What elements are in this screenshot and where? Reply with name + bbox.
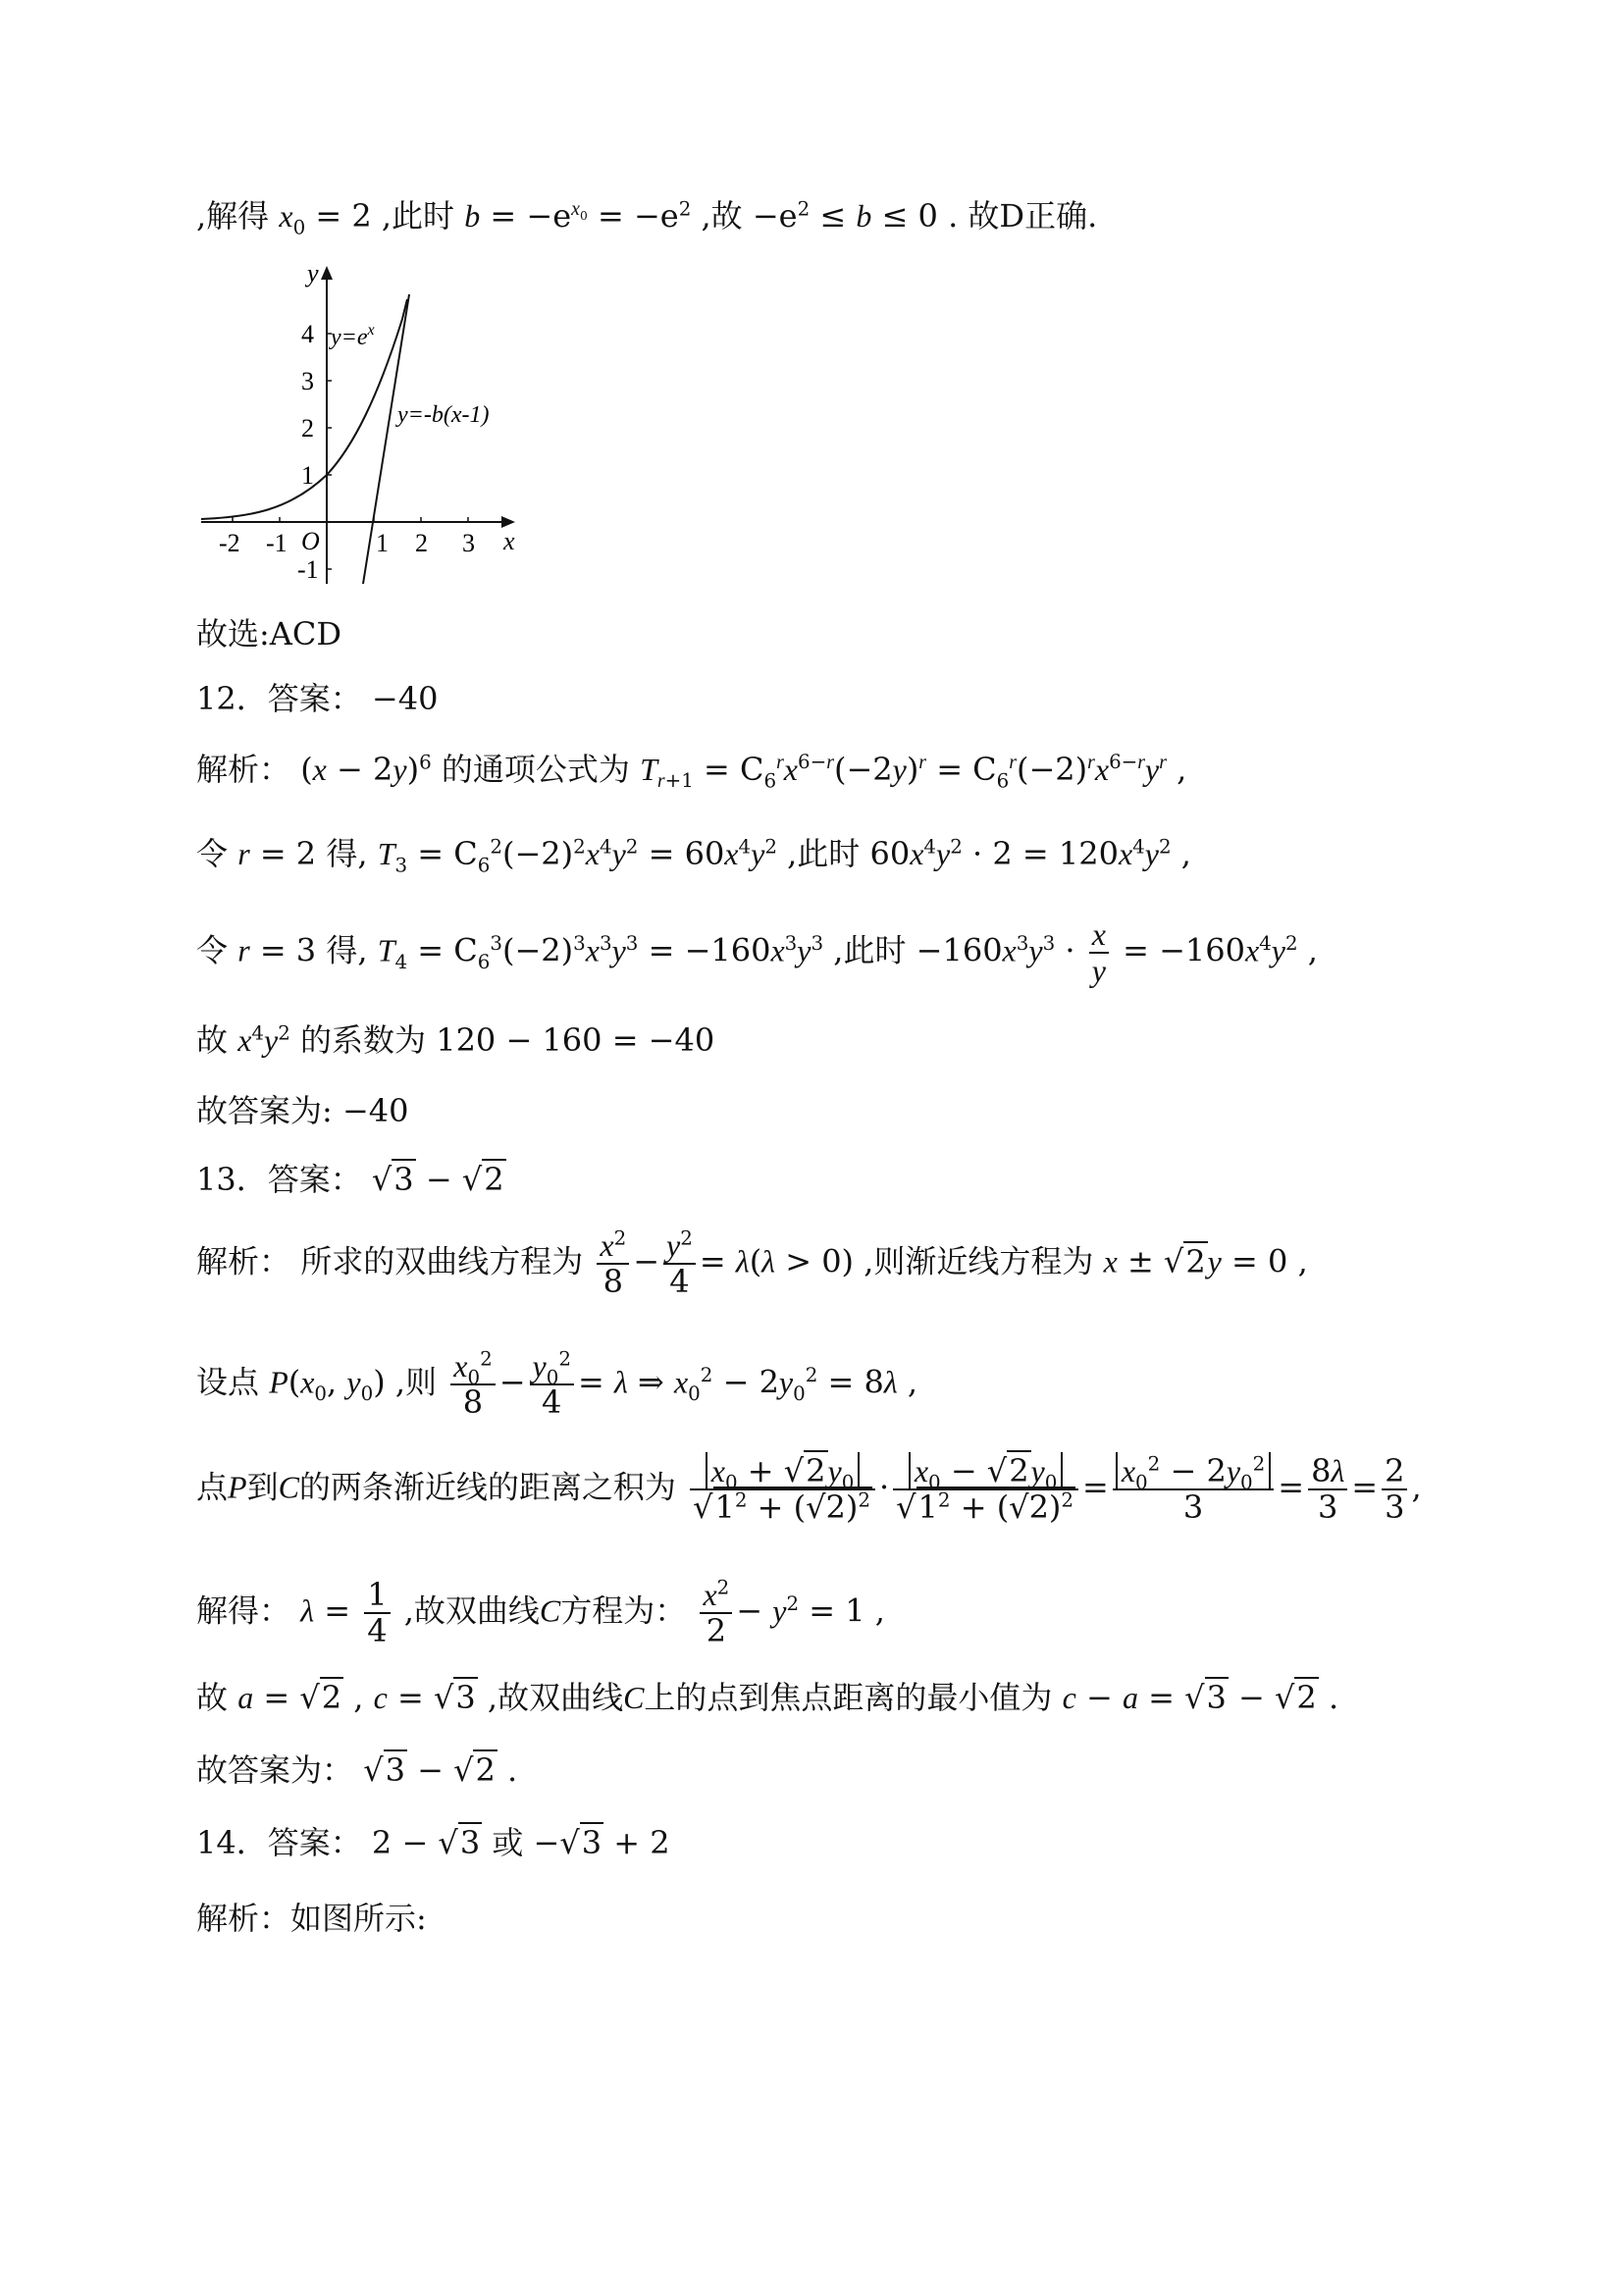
q14-answer: 14．答案： 2 − √3 或 −√3 + 2 xyxy=(196,1824,670,1861)
y-axis-label: y xyxy=(307,260,319,287)
y-axis-arrow xyxy=(321,266,333,280)
q13-equation-line: 解析： 所求的双曲线方程为 $\frac{x^2}{8}$ − $\frac{y^2}{4}$ = λ(λ > 0) ,则渐近线方程为 x ± √2y = 0 , xyxy=(196,1226,1308,1301)
q13-solve-line: 解得： λ = $\frac{1}{4}$ ,故双曲线C方程为： $\frac{x^2}{2}$ − $y^2 = 1$ , xyxy=(196,1576,885,1650)
x-tick-label: -1 xyxy=(266,529,288,557)
x-axis-label: x xyxy=(503,527,515,555)
q13-point-line: 设点 $P(x_0$, $y_0$) ,则 $\frac{x_0^2}{8}$ − $\frac{y_0^2}{4}$ = λ ⇒ $x_0^2 - 2y_0^2 = 8\lambda$ , xyxy=(196,1347,918,1422)
y-tick-label: -1 xyxy=(297,555,319,584)
q12-final: 故答案为: −40 xyxy=(196,1092,409,1129)
q12-formula-line: 解析： $(x - 2y)^6$ 的通项公式为 $T_{r+1} = C_6^rx^{6-r}(-2y)^r = C_6^r(-2)^rx^{6-r}y^r$ , xyxy=(196,751,1187,793)
function-graph xyxy=(191,260,525,594)
y-tick-label: 3 xyxy=(301,367,314,395)
y-tick-label: 2 xyxy=(301,414,314,443)
q13-final: 故答案为： √3 − √2 . xyxy=(196,1751,518,1789)
x-tick-label: 1 xyxy=(376,529,389,557)
y-tick-label: 1 xyxy=(301,461,314,490)
q12-step-2: 令 r = 3 得, $T_4 = C_6^3(-2)^3x^3y^3 = -160x^3y^3$ ,此时 $-160x^3y^3$ · $\frac{x}{y}$ = $-160x^4y^2$ , xyxy=(196,916,1318,989)
q13-min-distance: 故 a = √2 , c = √3 ,故双曲线C上的点到焦点距离的最小值为 c − a = √3 − √2 . xyxy=(196,1679,1339,1716)
x-tick-label: 2 xyxy=(415,529,428,557)
y-tick-label: 4 xyxy=(301,320,314,348)
q13-answer: 13．答案： √3 − √2 xyxy=(196,1161,504,1198)
q12-coefficient: 故 $x^4y^2$ 的系数为 120 − 160 = −40 xyxy=(196,1021,715,1059)
q13-distance-line: 点P到C的两条渐近线的距离之积为 $\frac{x_0 + √2y_0}{√1^2 + (√2)^2}$ · $\frac{x_0 - √2y_0}{√1^2 + (√2)^2}$ = $\frac{x_0^2 - 2y_0^2}{3}$ = $\frac{8\lambda}{3}$ = $\frac{2}{3}$ , xyxy=(196,1452,1422,1527)
curve-label: $y=e^x$ xyxy=(331,322,375,350)
x-tick-label: -2 xyxy=(219,529,240,557)
choice-line: 故选:ACD xyxy=(196,615,342,652)
q12-step-1: 令 r = 2 得, $T_3 = C_6^2(-2)^2x^4y^2 = 60x^4y^2$ ,此时 $60x^4y^2 \cdot 2 = 120x^4y^2$ , xyxy=(196,835,1191,877)
origin-label: O xyxy=(301,527,320,555)
x-tick-label: 3 xyxy=(462,529,475,557)
solution-line-1: ,解得 $x_0 = 2$ ,此时 $b = -e^{x_0} = -e^2$ ,故 $-e^2 \le b \le 0$ . 故D正确. xyxy=(196,197,1098,239)
q14-analysis: 解析：如图所示: xyxy=(196,1900,427,1937)
q12-answer: 12．答案： −40 xyxy=(196,680,439,717)
line-label: y=-b(x-1) xyxy=(397,402,490,428)
